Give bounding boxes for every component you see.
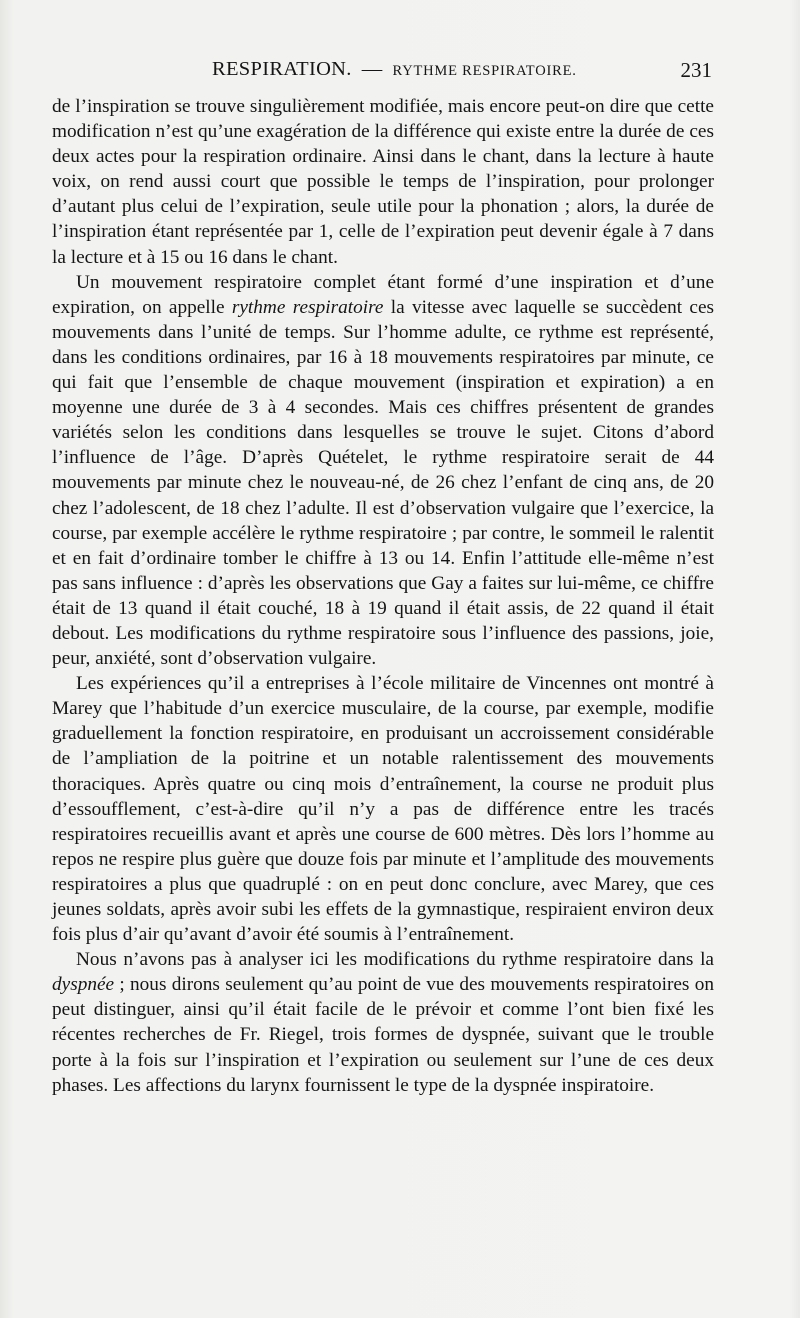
page-number: 231 xyxy=(680,58,712,82)
paragraph-3: Les expériences qu’il a entreprises à l’école militaire de Vincennes ont montré à Marey que l’habitude d’un exercice musculaire, de la course, par exemple, modifie graduellement la fonction respiratoire, en produisant un accroissement considérable de l’ampliation de la poitrine et un notable ralentissement des mouvements thoraciques. Après quatre ou cinq mois d’entraînement, la course ne produit plus d’essoufflement, c’est-à-dire qu’il n’y a pas de différence entre les tracés respiratoires recueillis avant et après une course de 600 mètres. Dès lors l’homme au repos ne respire plus guère que douze fois par minute et l’amplitude des mouvements respiratoires a plus que quadruplé : on en peut donc conclure, avec Marey, que ces jeunes soldats, après avoir subi les effets de la gymnastique, respiraient environ deux fois plus d’air qu’avant d’avoir été soumis à l’entraînement. xyxy=(52,673,714,946)
running-title-separator: — xyxy=(361,58,383,80)
running-header xyxy=(52,58,712,88)
paragraph-4-text-after: ; nous dirons seulement qu’au point de vue des mouvements respiratoires on peut distinguer, ainsi qu’il était facile de le prévoir et comme l’ont bien fixé les récentes recherches de Fr. Riegel, trois formes de dyspnée, suivant que le trouble porte à la fois sur l’inspiration et l’expiration ou seulement sur l’une de ces deux phases. Les affections du larynx fournissent le type de la dyspnée inspiratoire. xyxy=(52,974,714,1096)
paragraph-4-text-before: Nous n’avons pas à analyser ici les modifications du rythme respiratoire dans la xyxy=(76,949,714,971)
paragraph-4-emphasis: dyspnée xyxy=(52,974,115,996)
running-title xyxy=(212,58,577,81)
paragraph-1: de l’inspiration se trouve singulièrement modifiée, mais encore peut-on dire que cette modification n’est qu’une exagération de la différence qui existe entre la durée de ces deux actes pour la respiration ordinaire. Ainsi dans le chant, dans la lecture à haute voix, on rend aussi court que possible le temps de l’inspiration, pour prolonger d’autant plus celui de l’expiration, seule utile pour la phonation ; alors, la durée de l’inspiration étant représentée par 1, celle de l’expiration peut devenir égale à 7 dans la lecture et à 15 ou 16 dans le chant. xyxy=(52,96,714,268)
paragraph-2 xyxy=(52,270,714,672)
paragraph-2-emphasis: rythme respiratoire xyxy=(231,296,384,318)
running-title-main: RESPIRATION. xyxy=(212,58,352,80)
paragraph-2-text-before: Un mouvement respiratoire complet étant formé d’une inspiration et d’une expiration, on appelle xyxy=(52,271,714,318)
body-text xyxy=(52,94,714,1098)
paragraph-4 xyxy=(52,947,714,1098)
paragraph-2-text-after: la vitesse avec laquelle se succèdent ces mouvements dans l’unité de temps. Sur l’homme adulte, ce rythme est représenté, dans les conditions ordinaires, par 16 à 18 mouvements respiratoires par minute, ce qui fait que l’ensemble de chaque mouvement (inspiration et expiration) a en moyenne une durée de 3 à 4 secondes. Mais ces chiffres présentent de grandes variétés selon les conditions dans lesquelles se trouve le sujet. Citons d’abord l’influence de l’âge. D’après Quételet, le rythme respiratoire serait de 44 mouvements par minute chez le nouveau-né, de 26 chez l’enfant de cinq ans, de 20 chez l’adolescent, de 18 chez l’adulte. Il est d’observation vulgaire que l’exercice, la course, par exemple accélère le rythme respiratoire ; par contre, le sommeil le ralentit et en fait d’ordinaire tomber le chiffre à 13 ou 14. Enfin l’attitude elle-même n’est pas sans influence : d’après les observations que Gay a faites sur lui-même, ce chiffre était de 13 quand il était couché, 18 à 19 quand il était assis, de 22 quand il était debout. Les modifications du rythme respiratoire sous l’influence des passions, joie, peur, anxiété, sont d’observation vulgaire. xyxy=(52,296,715,670)
running-title-subtitle: RYTHME RESPIRATOIRE. xyxy=(392,63,577,79)
